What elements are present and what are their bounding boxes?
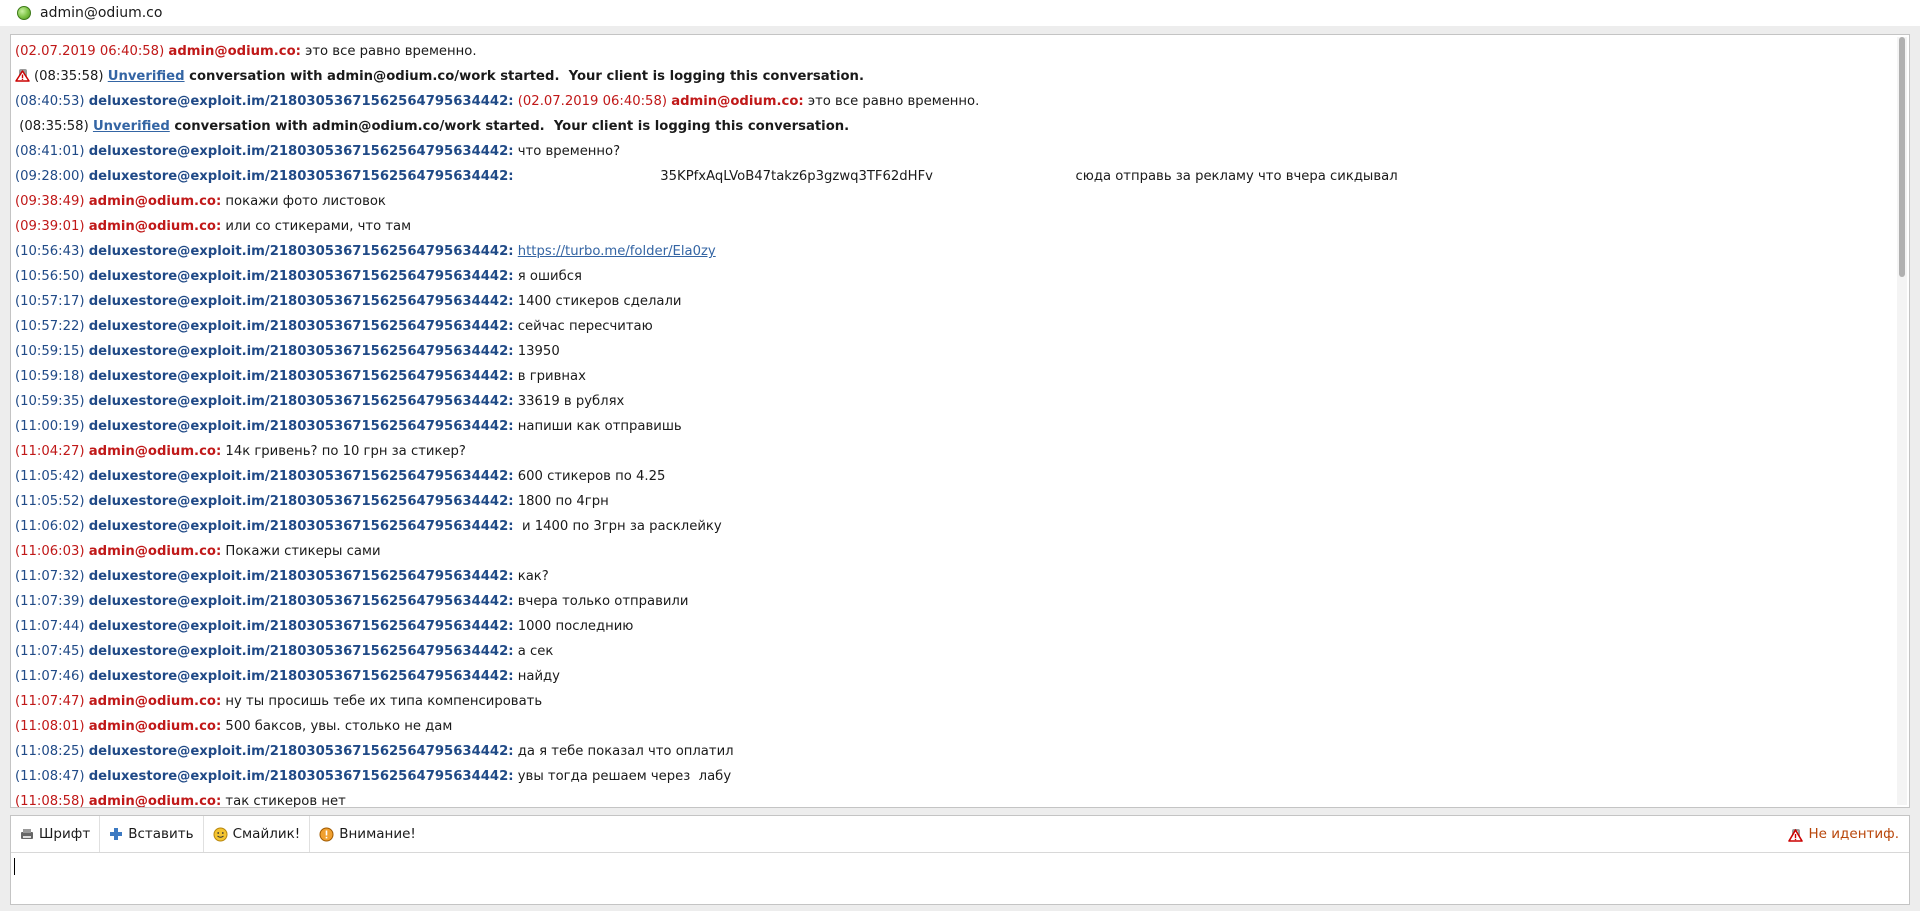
message-timestamp: (11:07:45): [15, 644, 85, 659]
message-timestamp: (02.07.2019 06:40:58): [15, 44, 165, 59]
message-timestamp: (10:59:35): [15, 394, 85, 409]
smiley-button[interactable]: [204, 816, 311, 852]
message-text: вчера только отправили: [513, 594, 689, 609]
message-text: это все равно временно.: [803, 94, 980, 109]
message-row: [15, 739, 1885, 764]
message-timestamp: (08:35:58): [19, 119, 89, 134]
quoted-sender: admin@odium.co:: [671, 94, 804, 109]
message-timestamp: (11:04:27): [15, 444, 85, 459]
message-row: [15, 639, 1885, 664]
message-timestamp: (11:05:42): [15, 469, 85, 484]
message-text: да я тебе показал что оплатил: [513, 744, 734, 759]
message-row: [15, 689, 1885, 714]
message-text: сейчас пересчитаю: [513, 319, 653, 334]
otr-status-label: Не идентиф.: [1808, 826, 1899, 842]
message-row: [15, 239, 1885, 264]
message-row: [15, 789, 1885, 808]
conversation-title: admin@odium.co: [40, 5, 163, 21]
message-sender: deluxestore@exploit.im/21803053671562564795634442:: [88, 494, 514, 509]
scrollbar-thumb[interactable]: [1899, 37, 1905, 277]
message-text: 1800 по 4грн: [513, 494, 609, 509]
message-sender: deluxestore@exploit.im/21803053671562564795634442:: [88, 769, 514, 784]
message-timestamp: (08:35:58): [34, 69, 104, 84]
message-row: [15, 214, 1885, 239]
message-sender: deluxestore@exploit.im/21803053671562564795634442:: [88, 419, 514, 434]
message-row: [15, 64, 1885, 89]
message-text: что временно?: [513, 144, 621, 159]
message-text: это все равно временно.: [300, 44, 477, 59]
message-sender: admin@odium.co:: [88, 194, 222, 209]
message-timestamp: (08:41:01): [15, 144, 85, 159]
message-row: [15, 339, 1885, 364]
unverified-link[interactable]: Unverified: [92, 119, 170, 134]
smiley-icon: [213, 827, 228, 842]
message-row: [15, 439, 1885, 464]
message-row: [15, 714, 1885, 739]
message-timestamp: (11:06:03): [15, 544, 85, 559]
message-timestamp: (11:08:58): [15, 794, 85, 808]
message-row: [15, 614, 1885, 639]
message-sender: admin@odium.co:: [88, 719, 222, 734]
font-icon: [20, 827, 34, 841]
message-sender: deluxestore@exploit.im/21803053671562564795634442:: [88, 144, 514, 159]
format-toolbar: [11, 816, 1909, 853]
message-timestamp: (11:07:46): [15, 669, 85, 684]
insert-button[interactable]: [100, 816, 203, 852]
message-text: а сек: [513, 644, 554, 659]
message-composer: [10, 815, 1910, 905]
message-text: найду: [513, 669, 560, 684]
message-text: увы тогда решаем через лабу: [513, 769, 732, 784]
message-row: [15, 514, 1885, 539]
font-button[interactable]: [11, 816, 100, 852]
message-row: [15, 414, 1885, 439]
attention-button[interactable]: [310, 816, 425, 852]
message-timestamp: (11:07:39): [15, 594, 85, 609]
message-sender: admin@odium.co:: [88, 694, 222, 709]
message-text: покажи фото листовок: [221, 194, 386, 209]
message-timestamp: (11:07:32): [15, 569, 85, 584]
message-timestamp: (10:56:43): [15, 244, 85, 259]
message-sender: deluxestore@exploit.im/21803053671562564795634442:: [88, 319, 514, 334]
font-button-label: Шрифт: [39, 826, 91, 842]
message-row: [15, 539, 1885, 564]
message-timestamp: (10:56:50): [15, 269, 85, 284]
message-text: 13950: [513, 344, 560, 359]
message-sender: deluxestore@exploit.im/21803053671562564795634442:: [88, 619, 514, 634]
message-sender: admin@odium.co:: [88, 219, 222, 234]
message-log[interactable]: [10, 34, 1910, 808]
message-sender: admin@odium.co:: [168, 44, 301, 59]
message-row: [15, 139, 1885, 164]
message-row: [15, 264, 1885, 289]
message-timestamp: (09:28:00): [15, 169, 85, 184]
message-text: в гривнах: [513, 369, 586, 384]
message-log-scrollbar[interactable]: [1897, 37, 1907, 805]
message-sender: deluxestore@exploit.im/21803053671562564795634442:: [88, 244, 514, 259]
message-sender: deluxestore@exploit.im/21803053671562564795634442:: [88, 569, 514, 584]
quoted-timestamp: (02.07.2019 06:40:58): [517, 94, 667, 109]
conversation-titlebar: [0, 0, 1920, 26]
message-text: 500 баксов, увы. столько не дам: [221, 719, 453, 734]
message-text: 600 стикеров по 4.25: [513, 469, 666, 484]
system-message-text: conversation with admin@odium.co/work started. Your client is logging this conversation.: [169, 119, 850, 134]
attention-icon: [319, 827, 334, 842]
insert-button-label: Вставить: [128, 826, 194, 842]
unverified-link[interactable]: Unverified: [107, 69, 185, 84]
message-text: и 1400 по 3грн за расклейку: [513, 519, 722, 534]
message-row: [15, 289, 1885, 314]
smiley-button-label: Смайлик!: [232, 826, 301, 842]
message-row: [15, 664, 1885, 689]
message-sender: admin@odium.co:: [88, 794, 222, 808]
message-row: [15, 764, 1885, 789]
message-sender: deluxestore@exploit.im/21803053671562564795634442:: [88, 94, 514, 109]
attention-button-label: Внимание!: [339, 826, 416, 842]
message-timestamp: (11:08:01): [15, 719, 85, 734]
message-timestamp: (09:39:01): [15, 219, 85, 234]
message-text: напиши как отправишь: [513, 419, 682, 434]
message-sender: deluxestore@exploit.im/21803053671562564795634442:: [88, 744, 514, 759]
message-timestamp: (10:59:15): [15, 344, 85, 359]
insert-plus-icon: [109, 827, 123, 841]
message-sender: deluxestore@exploit.im/21803053671562564795634442:: [88, 469, 514, 484]
otr-status-button[interactable]: [1788, 816, 1899, 852]
message-sender: deluxestore@exploit.im/21803053671562564795634442:: [88, 169, 514, 184]
message-row: [15, 314, 1885, 339]
message-row: [15, 464, 1885, 489]
message-text: 1000 последнию: [513, 619, 634, 634]
message-text: Покажи стикеры сами: [221, 544, 381, 559]
message-sender: admin@odium.co:: [88, 444, 222, 459]
message-row: [15, 39, 1885, 64]
message-sender: admin@odium.co:: [88, 544, 222, 559]
otr-warning-icon: [15, 68, 31, 82]
system-message-text: conversation with admin@odium.co/work started. Your client is logging this conversation.: [184, 69, 864, 84]
message-timestamp: (08:40:53): [15, 94, 85, 109]
message-text: 35KPfxAqLVoB47takz6p3gzwq3TF62dHFv сюда отправь за рекламу что вчера сикдывал: [513, 169, 1398, 184]
message-timestamp: (11:07:47): [15, 694, 85, 709]
message-timestamp: (11:08:25): [15, 744, 85, 759]
message-timestamp: (09:38:49): [15, 194, 85, 209]
message-row: [15, 589, 1885, 614]
message-sender: deluxestore@exploit.im/21803053671562564795634442:: [88, 644, 514, 659]
message-timestamp: (11:06:02): [15, 519, 85, 534]
message-sender: deluxestore@exploit.im/21803053671562564795634442:: [88, 519, 514, 534]
message-timestamp: (11:07:44): [15, 619, 85, 634]
message-row: [15, 89, 1885, 114]
presence-available-icon: [17, 6, 31, 20]
message-row: [15, 189, 1885, 214]
message-sender: deluxestore@exploit.im/21803053671562564795634442:: [88, 344, 514, 359]
message-row: [15, 364, 1885, 389]
message-text: как?: [513, 569, 549, 584]
message-text: 1400 стикеров сделали: [513, 294, 682, 309]
otr-warning-icon: [1788, 827, 1804, 842]
message-sender: deluxestore@exploit.im/21803053671562564795634442:: [88, 369, 514, 384]
message-text: 33619 в рублях: [513, 394, 625, 409]
message-row: [15, 389, 1885, 414]
message-timestamp: (11:00:19): [15, 419, 85, 434]
message-timestamp: (10:57:22): [15, 319, 85, 334]
message-text: 14к гривень? по 10 грн за стикер?: [221, 444, 466, 459]
message-timestamp: (11:08:47): [15, 769, 85, 784]
message-text: или со стикерами, что там: [221, 219, 412, 234]
message-row: [15, 114, 1885, 139]
message-sender: deluxestore@exploit.im/21803053671562564795634442:: [88, 294, 514, 309]
message-sender: deluxestore@exploit.im/21803053671562564795634442:: [88, 394, 514, 409]
message-sender: deluxestore@exploit.im/21803053671562564795634442:: [88, 269, 514, 284]
message-input[interactable]: [11, 853, 1909, 904]
message-row: [15, 164, 1885, 189]
message-row: [15, 564, 1885, 589]
message-sender: deluxestore@exploit.im/21803053671562564795634442:: [88, 594, 514, 609]
message-timestamp: (10:59:18): [15, 369, 85, 384]
message-row: [15, 489, 1885, 514]
text-caret: [14, 858, 15, 875]
message-text: так стикеров нет: [221, 794, 346, 808]
message-timestamp: (11:05:52): [15, 494, 85, 509]
message-text: ну ты просишь тебе их типа компенсировать: [221, 694, 543, 709]
message-timestamp: (10:57:17): [15, 294, 85, 309]
message-link[interactable]: https://turbo.me/folder/Ela0zy: [517, 244, 716, 259]
message-text: я ошибся: [513, 269, 582, 284]
message-sender: deluxestore@exploit.im/21803053671562564795634442:: [88, 669, 514, 684]
message-list: [15, 39, 1885, 808]
